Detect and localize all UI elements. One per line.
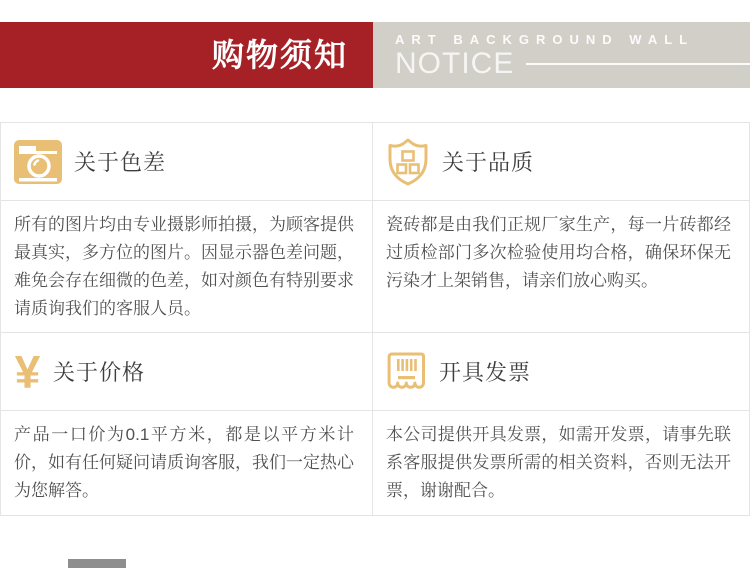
page-title: 购物须知 [211, 37, 348, 73]
yen-icon: ¥ [14, 345, 41, 398]
header-cell-invoice [373, 333, 749, 411]
next-section-peek [68, 559, 126, 568]
banner [0, 22, 750, 88]
section-title-invoice: 开具发票 [439, 360, 532, 385]
section-title-price: 关于价格 [53, 360, 146, 385]
banner-gray-block [373, 22, 750, 88]
header-cell-quality [373, 123, 749, 201]
camera-icon [14, 140, 62, 184]
header-cell-price [1, 333, 373, 411]
section-title-color-diff: 关于色差 [74, 150, 167, 175]
banner-notice-row [395, 46, 750, 80]
notice-grid [0, 122, 750, 516]
body-cell-price: 产品一口价为0.1平方米，都是以平方米计价，如有任何疑问请质询客服，我们一定热心为您解答。 [1, 411, 373, 515]
invoice-icon [386, 351, 427, 393]
banner-notice-text: NOTICE [395, 46, 515, 80]
body-cell-invoice: 本公司提供开具发票，如需开发票，请事先联系客服提供发票所需的相关资料，否则无法开票，谢谢配合。 [373, 411, 749, 515]
banner-decor-line [526, 63, 750, 65]
banner-red-block [0, 22, 373, 88]
body-cell-quality: 瓷砖都是由我们正规厂家生产，每一片砖都经过质检部门多次检验使用均合格，确保环保无污染才上架销售，请亲们放心购买。 [373, 201, 749, 333]
header-cell-color-diff [1, 123, 373, 201]
quality-shield-icon [386, 138, 430, 186]
banner-subtitle-en: ART BACKGROUND WALL [395, 31, 695, 47]
section-title-quality: 关于品质 [442, 150, 535, 175]
body-cell-color-diff: 所有的图片均由专业摄影师拍摄，为顾客提供最真实，多方位的图片。因显示器色差问题，难免会存在细微的色差，如对颜色有特别要求请质询我们的客服人员。 [1, 201, 373, 333]
